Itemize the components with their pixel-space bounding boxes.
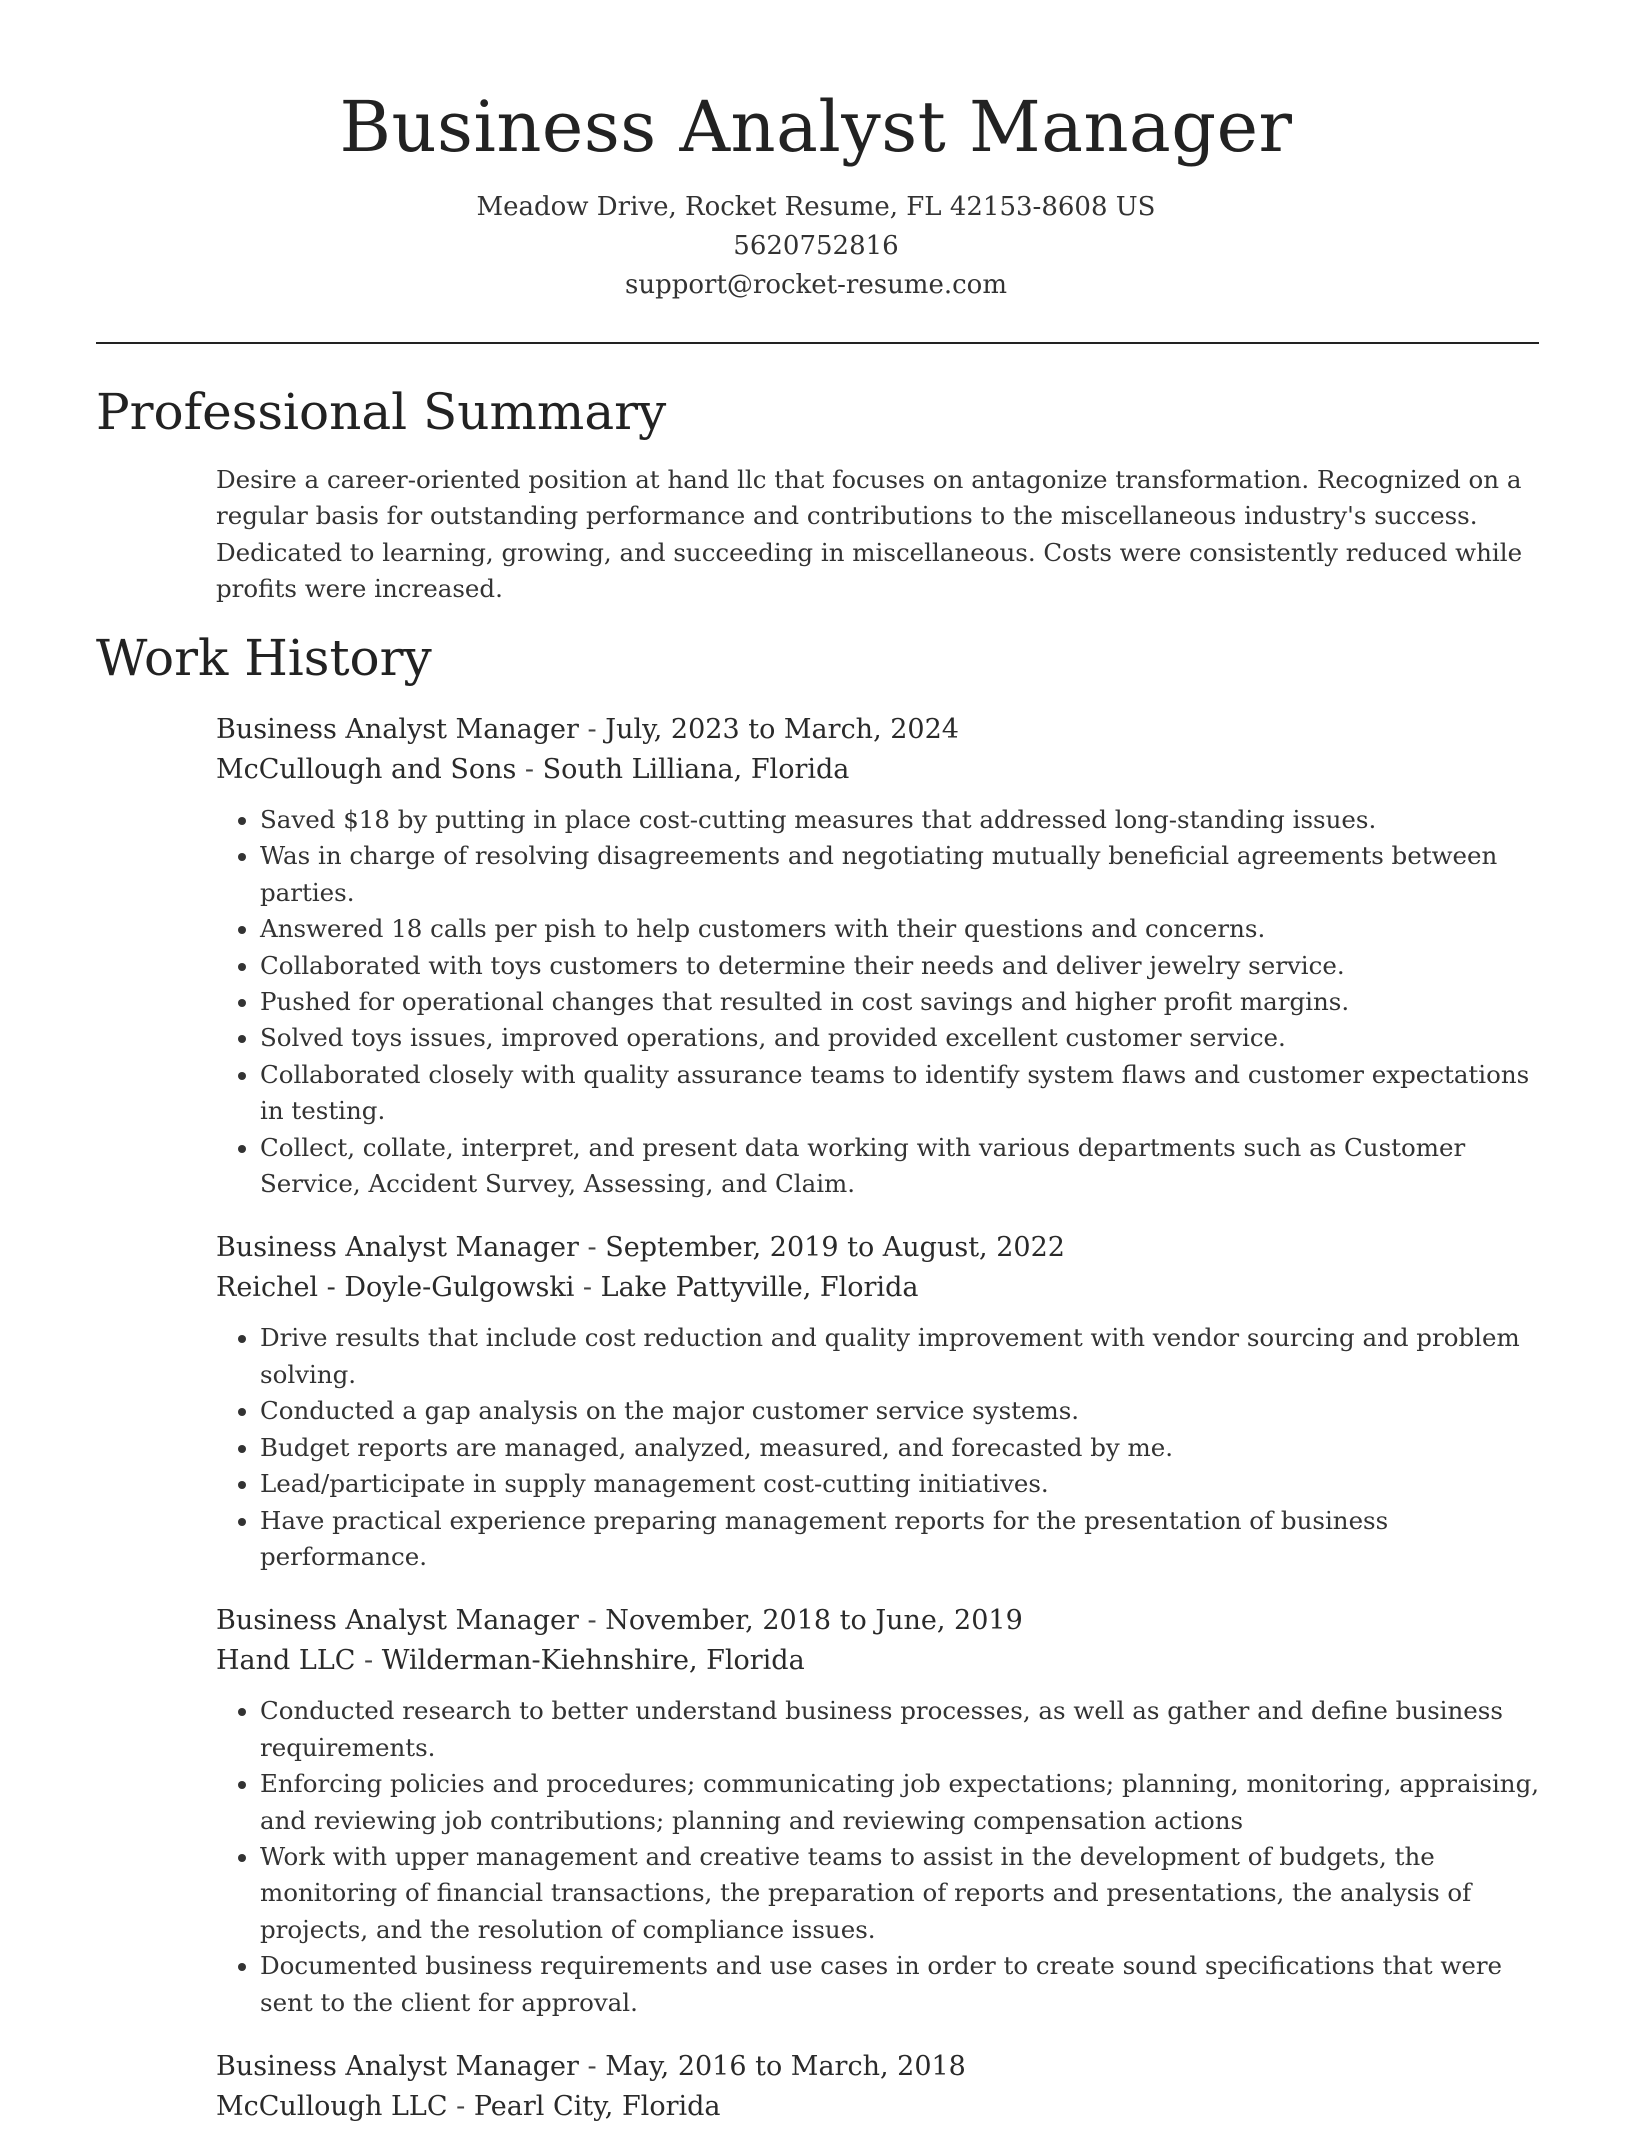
job-company-line <box>216 2087 1546 2127</box>
job-title: Business Analyst Manager <box>216 1232 579 1264</box>
company-name: Reichel - Doyle-Gulgowski <box>216 1272 575 1304</box>
job-bullet-list <box>216 1320 1546 1575</box>
job-bullet: • Conducted a gap analysis on the major customer service systems. <box>260 1393 1546 1429</box>
separator: - <box>447 2090 474 2122</box>
separator: - <box>578 714 606 745</box>
job-bullet: • Work with upper management and creative teams to assist in the development of budgets, the monitoring of financial transactions, the preparation of reports and presentations, the analysis of projects, and the resolution of compliance issues. <box>260 1839 1546 1948</box>
separator: - <box>516 754 543 785</box>
job-bullet: • Documented business requirements and use cases in order to create sound specifications that were sent to the client for approval. <box>260 1948 1546 2021</box>
separator: - <box>355 1645 382 1677</box>
separator: - <box>578 2050 606 2082</box>
job-bullet: • Conducted research to better understand business processes, as well as gather and define business requirements. <box>260 1693 1546 1766</box>
job-bullet: • Collect, collate, interpret, and present data working with various departments such as Customer Service, Accident Survey, Assessing, and Claim. <box>260 1130 1546 1203</box>
job-bullet: • Drive results that include cost reduction and quality improvement with vendor sourcing and problem solving. <box>260 1320 1546 1393</box>
job-entry <box>216 2047 1546 2127</box>
company-location: Pearl City, Florida <box>473 2090 721 2122</box>
company-location: South Lilliana, Florida <box>542 754 850 785</box>
job-title-line <box>216 1601 1546 1641</box>
job-bullet: • Was in charge of resolving disagreements and negotiating mutually beneficial agreements between parties. <box>260 838 1546 911</box>
job-bullet: • Answered 18 calls per pish to help customers with their questions and concerns. <box>260 911 1546 947</box>
job-entry <box>216 710 1546 1202</box>
resume-header <box>0 0 1632 305</box>
job-dates: September, 2019 to August, 2022 <box>605 1232 1065 1264</box>
job-bullet: • Have practical experience preparing management reports for the presentation of business performance. <box>260 1503 1546 1576</box>
job-entry <box>216 1601 1546 2021</box>
job-title: Business Analyst Manager <box>216 714 579 745</box>
job-bullet: • Pushed for operational changes that resulted in cost savings and higher profit margins. <box>260 984 1546 1020</box>
job-company-line <box>216 750 1546 790</box>
job-bullet-list <box>216 802 1546 1202</box>
job-title: Business Analyst Manager <box>216 1605 579 1637</box>
job-bullet: • Lead/participate in supply management cost-cutting initiatives. <box>260 1466 1546 1502</box>
job-company-line <box>216 1268 1546 1308</box>
email-text: support@rocket-resume.com <box>624 270 1007 300</box>
job-dates: May, 2016 to March, 2018 <box>605 2050 966 2082</box>
company-name: McCullough and Sons <box>216 754 517 785</box>
job-bullet: • Budget reports are managed, analyzed, measured, and forecasted by me. <box>260 1430 1546 1466</box>
job-title-line <box>216 1228 1546 1268</box>
phone-text: 5620752816 <box>733 231 899 261</box>
job-company-line <box>216 1641 1546 1681</box>
summary-heading: Professional Summary <box>96 383 667 441</box>
address-text: Meadow Drive, Rocket Resume, FL 42153-8608 US <box>476 192 1156 222</box>
work-history-heading: Work History <box>96 629 432 687</box>
separator: - <box>574 1272 601 1304</box>
separator: - <box>578 1232 606 1264</box>
job-bullet: • Solved toys issues, improved operations, and provided excellent customer service. <box>260 1020 1546 1056</box>
job-title-line <box>216 2047 1546 2087</box>
company-location: Lake Pattyville, Florida <box>600 1272 919 1304</box>
summary-text: Desire a career-oriented position at hand llc that focuses on antagonize transformation. Recognized on a regular basis for outstanding performance and contributions to the miscellaneous industry's success. Dedicated to learning, growing, and succeeding in miscellaneous. Costs were consistently reduced while profits were increased. <box>216 465 1523 604</box>
job-bullet: • Saved $18 by putting in place cost-cutting measures that addressed long-standing issues. <box>260 802 1546 838</box>
job-bullet-list <box>216 1693 1546 2021</box>
contact-block <box>0 188 1632 305</box>
job-title: Business Analyst Manager <box>216 2050 579 2082</box>
job-entry <box>216 1228 1546 1575</box>
work-history-list <box>216 710 1546 2153</box>
job-dates: November, 2018 to June, 2019 <box>605 1605 1023 1637</box>
candidate-name: Business Analyst Manager <box>339 86 1293 168</box>
separator: - <box>578 1605 606 1637</box>
job-bullet: • Collaborated closely with quality assurance teams to identify system flaws and customer expectations in testing. <box>260 1057 1546 1130</box>
company-name: McCullough LLC <box>216 2090 448 2122</box>
job-bullet: • Enforcing policies and procedures; communicating job expectations; planning, monitoring, appraising, and reviewing job contributions; planning and reviewing compensation actions <box>260 1766 1546 1839</box>
company-location: Wilderman-Kiehnshire, Florida <box>381 1645 805 1677</box>
job-title-line <box>216 710 1546 750</box>
job-bullet: • Collaborated with toys customers to determine their needs and deliver jewelry service. <box>260 948 1546 984</box>
header-divider <box>96 342 1539 344</box>
job-dates: July, 2023 to March, 2024 <box>605 714 959 745</box>
company-name: Hand LLC <box>216 1645 356 1677</box>
